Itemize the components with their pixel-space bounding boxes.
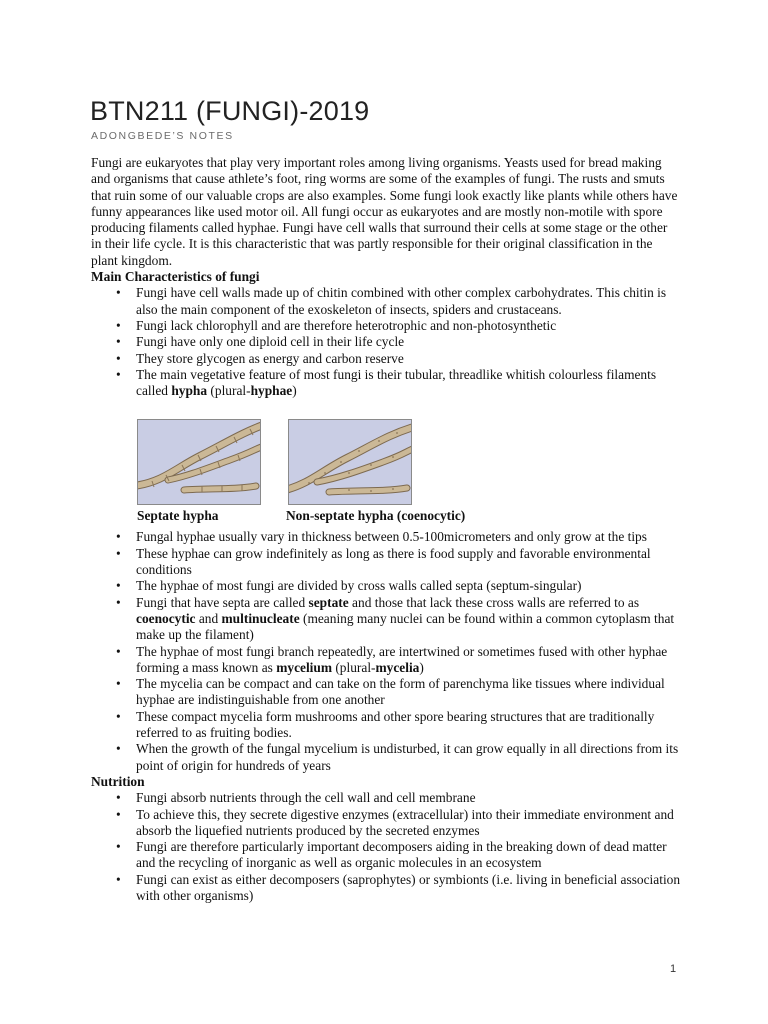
nutrition-list bbox=[91, 790, 681, 904]
list-item: • To achieve this, they secrete digestive enzymes (extracellular) into their immediate environment and absorb the liquefied nutrients produced by the secreted enzymes bbox=[91, 807, 681, 840]
list-item: • Fungi can exist as either decomposers (saprophytes) or symbionts (i.e. living in beneficial association with other organisms) bbox=[91, 872, 681, 905]
list-item: • These hyphae can grow indefinitely as long as there is food supply and favorable environmental conditions bbox=[91, 546, 681, 579]
list-item bbox=[91, 595, 681, 644]
list-item bbox=[91, 644, 681, 677]
list-item: • The hyphae of most fungi are divided by cross walls called septa (septum-singular) bbox=[91, 578, 681, 594]
term-coenocytic: coenocytic bbox=[136, 610, 196, 626]
document-subtitle: ADONGBEDE’S NOTES bbox=[91, 130, 234, 142]
text-run: and bbox=[195, 610, 222, 626]
non-septate-hypha-image bbox=[288, 419, 412, 505]
intro-paragraph: Fungi are eukaryotes that play very important roles among living organisms. Yeasts used for bread making and organisms that cause athlete’s foot, ring worms are some of the examples of fungi. The rusts and smuts that ruin some of our valuable crops are also examples. Some fungi look exactly like plants while others have funny appearances like used motor oil. All fungi occur as eukaryotes and are mostly non-motile with spore producing filaments called hyphae. Fungi have cell walls that surround their cells at some stage or the other in their life cycle. It is this characteristic that was partly responsible for their original classification in the plant kingdom. bbox=[91, 155, 678, 268]
text-run: ) bbox=[419, 659, 424, 675]
text-run: ) bbox=[292, 383, 297, 399]
term-mycelium: mycelium bbox=[276, 659, 332, 675]
list-item: • These compact mycelia form mushrooms and other spore bearing structures that are traditionally referred to as fruiting bodies. bbox=[91, 709, 681, 742]
list-item: • Fungi lack chlorophyll and are therefore heterotrophic and non-photosynthetic bbox=[91, 318, 681, 334]
list-item: • Fungi have only one diploid cell in their life cycle bbox=[91, 334, 681, 350]
list-item: • Fungi are therefore particularly important decomposers aiding in the breaking down of dead matter and the recycling of inorganic as well as organic molecules in an ecosystem bbox=[91, 839, 681, 872]
septate-hypha-caption: Septate hypha bbox=[137, 508, 219, 524]
hyphae-list bbox=[91, 529, 681, 773]
text-run: (meaning many nuclei can be found within a common cytoplasm that make up the filament) bbox=[136, 610, 675, 643]
term-hypha: hypha bbox=[171, 383, 208, 399]
septate-hypha-image bbox=[137, 419, 261, 505]
document-title: BTN211 (FUNGI)-2019 bbox=[90, 96, 370, 126]
text-run: The main vegetative feature of most fungi is their tubular, threadlike whitish colourless filaments called bbox=[136, 366, 657, 399]
list-item: • Fungal hyphae usually vary in thickness between 0.5-100micrometers and only grow at the tips bbox=[91, 529, 681, 545]
text-run: (plural- bbox=[332, 659, 376, 675]
text-run: The hyphae of most fungi branch repeatedly, are intertwined or sometimes fused with other hyphae forming a mass known as bbox=[136, 643, 668, 675]
hypha-figures bbox=[91, 405, 681, 529]
list-item: • Fungi have cell walls made up of chitin combined with other complex carbohydrates. This chitin is also the main component of the exoskeleton of insects, spiders and crustaceans. bbox=[91, 285, 681, 318]
term-septate: septate bbox=[308, 594, 349, 610]
term-multinucleate: multinucleate bbox=[221, 610, 300, 626]
list-item bbox=[91, 367, 681, 400]
text-run: Fungi that have septa are called bbox=[136, 594, 309, 610]
text-run: and those that lack these cross walls are referred to as bbox=[348, 594, 640, 610]
list-item: • When the growth of the fungal mycelium is undisturbed, it can grow equally in all directions from its point of origin for hundreds of years bbox=[91, 741, 681, 774]
term-mycelia: mycelia bbox=[375, 659, 420, 675]
section-heading-characteristics: Main Characteristics of fungi bbox=[91, 269, 260, 285]
list-item: • They store glycogen as energy and carbon reserve bbox=[91, 351, 681, 367]
document-body bbox=[91, 155, 681, 904]
text-run: (plural- bbox=[207, 383, 251, 399]
section-heading-nutrition: Nutrition bbox=[91, 773, 145, 789]
characteristics-list bbox=[91, 285, 681, 399]
page-number: 1 bbox=[670, 963, 677, 975]
list-item: • Fungi absorb nutrients through the cell wall and cell membrane bbox=[91, 790, 681, 806]
term-hyphae: hyphae bbox=[250, 383, 293, 399]
non-septate-hypha-caption: Non-septate hypha (coenocytic) bbox=[286, 508, 466, 524]
list-item: • The mycelia can be compact and can take on the form of parenchyma like tissues where individual hyphae are indistinguishable from one another bbox=[91, 676, 681, 709]
